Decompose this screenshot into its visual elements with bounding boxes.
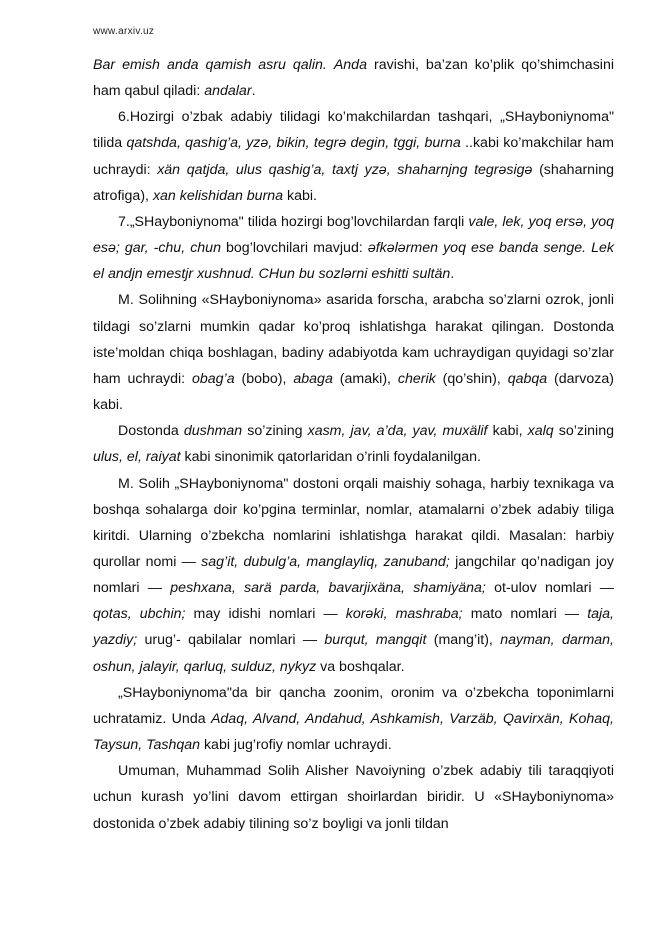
text: jangchilar qo’nadigan joy nomlari —	[93, 553, 614, 597]
text: Umuman, Muhammad Solih Alisher Navoiyning o’zbek adabiy tili taraqqiyoti uchun kurash yo’lini davom ettirgan shoirlardan biridir. U «SHayboniynoma» dostonida o’zbek adabiy tilining so’z boyligi va jonli tildan	[93, 763, 614, 832]
text: .	[251, 83, 256, 100]
text: (shaharning atrofiga),	[93, 161, 615, 204]
paragraph-1	[93, 52, 614, 104]
text: urug’- qabilalar nomlari —	[137, 632, 325, 649]
text: va boshqalar.	[316, 658, 405, 675]
example: xan kelishidan burna	[152, 187, 284, 204]
terms: qotas, ubchin;	[93, 606, 186, 623]
text: kabi jug’rofiy nomlar uchraydi.	[200, 737, 392, 754]
text: (mang’it),	[426, 632, 501, 649]
term: Anda	[333, 57, 367, 73]
term: andalar	[204, 83, 252, 100]
terms: sag’it, dubulg’a, manglayliq, zanuband;	[201, 553, 450, 570]
examples: xän qatjda, ulus qashig’a, taxtj yzə, shaharnjng tegrəsigə	[157, 161, 533, 178]
text: Dostonda	[118, 423, 184, 440]
text: (bobo),	[234, 370, 294, 387]
paragraph-4	[93, 287, 614, 418]
paragraph-7	[93, 680, 614, 758]
paragraph-6	[93, 471, 614, 680]
example-phrase: Bar emish anda qamish asru qalin.	[93, 57, 327, 73]
paragraph-8	[93, 758, 614, 836]
text: M. Solihning «SHayboniynoma» asarida forscha, arabcha so’zlarni ozrok, jonli tildagi so’zlarni mumkin qadar ko’proq ishlatishga harakat qilingan. Dostonda iste’moldan chiqa boshlagan, badiny adabiyotda kam uchraydigan quyidagi so’zlar ham uchraydi:	[93, 292, 614, 387]
text: may idishi nomlari —	[185, 606, 346, 623]
terms: nayman, darman, oshun, jalayir, qarluq, sulduz, nykyz	[93, 632, 614, 675]
site-header: www.arxiv.uz	[93, 26, 155, 37]
text: M. Solih „SHayboniynoma" dostoni orqali maishiy sohaga, harbiy texnikaga va boshqa sohalarga doir ko’pgina terminlar, nomlar, atamalarni o’zbek adabiy tiliga kiritdi. Ularning o’zbekcha nomlarini ishlatishga harakat qildi. Masalan: harbiy qurollar nomi —	[93, 475, 614, 570]
text: (qo’shin),	[435, 370, 508, 387]
text: kabi sinonimik qatorlaridan o’rinli foydalanilgan.	[180, 449, 481, 466]
term: abaga	[293, 370, 333, 387]
text: kabi.	[283, 187, 317, 204]
text: mato nomlari —	[462, 606, 588, 623]
terms: korəki, mashraba;	[345, 606, 463, 623]
text: „SHayboniynoma"da bir qancha zoonim, oronim va o’zbekcha toponimlarni uchratamiz. Unda	[93, 684, 614, 727]
terms: xasm, jav, a’da, yav, muxälif	[307, 423, 488, 440]
document-body	[93, 52, 614, 837]
text: ot-ulov nomlari —	[485, 580, 614, 597]
paragraph-3	[93, 209, 614, 287]
text: ravishi, ba’zan ko’plik qo’shimchasini ham qabul qiladi:	[93, 57, 614, 100]
terms: qatshda, qashig’a, yzə, bikin, tegrə degin, tggi, burna	[126, 135, 461, 152]
text: kabi,	[487, 423, 528, 440]
terms: ulus, el, raiyat	[93, 449, 181, 466]
term: obag’a	[192, 370, 235, 387]
text: 7.„SHayboniynoma" tilida hozirgi bog’lovchilardan farqli	[118, 213, 469, 230]
term: dushman	[183, 423, 243, 440]
text: ..kabi ko’makchilar ham uchraydi:	[93, 135, 614, 178]
text: so’zining	[242, 423, 308, 440]
paragraph-5	[93, 418, 614, 470]
text: .	[450, 266, 455, 283]
terms: peshxana, sarä parda, bavarjixäna, shamiyäna;	[170, 580, 486, 597]
paragraph-2	[93, 104, 614, 209]
term: qabqa	[507, 370, 548, 387]
examples: əfkələrmen yoq ese banda senge. Lek el andjn emestjr xushnud. CHun bu sozlərni eshitti sultän	[93, 240, 614, 283]
text: so’zining	[553, 423, 614, 440]
text: 6.Hozirgi o’zbak adabiy tilidagi ko’makchilardan tashqari, „SHayboniynoma" tilida	[93, 109, 614, 152]
term: xalq	[527, 423, 554, 440]
terms: vale, lek, yoq ersə, yoq esə; gar, -chu, chun	[93, 213, 614, 257]
term: cherik	[397, 370, 436, 387]
text: (darvoza) kabi.	[93, 370, 614, 414]
text: (amaki),	[332, 370, 398, 387]
terms: burqut, mangqit	[324, 632, 427, 649]
text: bog’lovchilari mavjud:	[220, 240, 368, 257]
terms: taja, yazdiy;	[93, 606, 615, 649]
place-names: Adaq, Alvand, Andahud, Ashkamish, Varzäb, Qavirxän, Kohaq, Taysun, Tashqan	[93, 710, 614, 754]
